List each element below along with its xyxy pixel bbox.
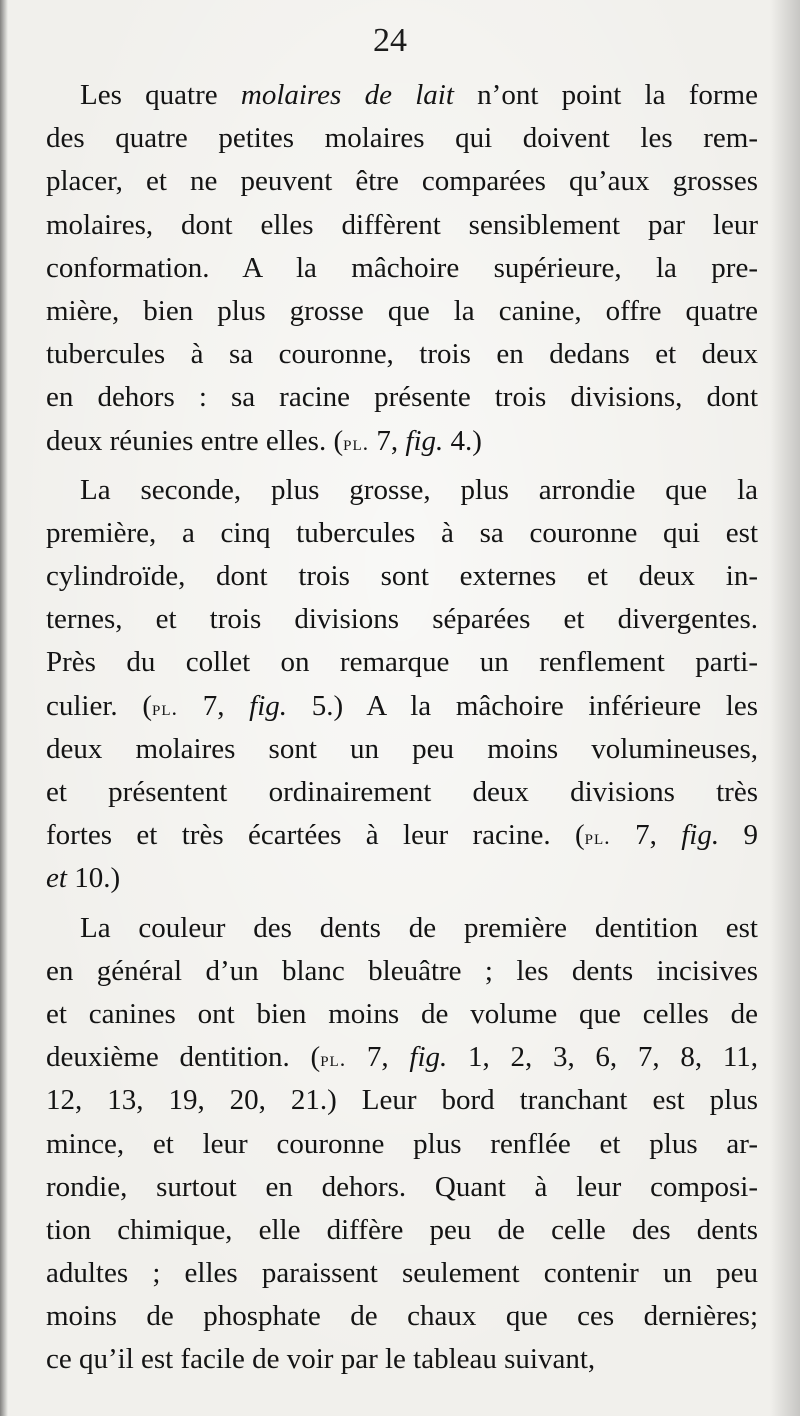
text-run: 5.) A la mâchoire inférieure les: [287, 689, 759, 722]
italic-text: fig.: [681, 819, 720, 852]
italic-text: fig.: [405, 424, 444, 457]
text-line: [46, 950, 758, 993]
text-line: [46, 598, 758, 641]
text-run: Près du collet on remarque un renflement parti-: [46, 646, 758, 679]
text-run: adultes ; elles paraissent seulement contenir un peu: [46, 1257, 758, 1290]
text-run: 1, 2, 3, 6, 7, 8, 11,: [447, 1041, 758, 1074]
text-run: 7,: [178, 689, 250, 722]
text-run: 12, 13, 19, 20, 21.) Leur bord tranchant est plus: [46, 1084, 758, 1117]
paragraph: [46, 74, 758, 463]
text-line: [46, 1123, 758, 1166]
text-run: cylindroïde, dont trois sont externes et deux in-: [46, 560, 758, 593]
text-run: des quatre petites molaires qui doivent les rem-: [46, 122, 758, 155]
text-run: mière, bien plus grosse que la canine, offre quatre: [46, 294, 758, 327]
text-run: culier. (: [46, 689, 153, 722]
text-line: [46, 1209, 758, 1252]
text-run: en général d’un blanc bleuâtre ; les dents incisives: [46, 954, 758, 987]
italic-text: et: [46, 862, 67, 895]
text-run: ce qu’il est facile de voir par le tableau suivant,: [46, 1343, 596, 1376]
text-line: [46, 376, 758, 419]
text-run: 7,: [610, 819, 682, 852]
text-run: et canines ont bien moins de volume que celles de: [46, 997, 758, 1030]
text-line: [46, 1252, 758, 1295]
italic-text: fig.: [249, 689, 288, 722]
paragraph: [46, 907, 758, 1382]
text-line: [46, 1079, 758, 1122]
text-line: [46, 290, 758, 333]
text-line: [46, 420, 758, 463]
body-text: [46, 74, 758, 1382]
text-run: moins de phosphate de chaux que ces dernières;: [46, 1300, 758, 1333]
paragraph: [46, 469, 758, 901]
page-number: 24: [373, 22, 407, 59]
text-line: [46, 814, 758, 857]
text-line: [46, 204, 758, 247]
text-line: [46, 993, 758, 1036]
text-run: molaires, dont elles diffèrent sensiblement par leur: [46, 208, 758, 241]
text-run: La seconde, plus grosse, plus arrondie que la: [80, 473, 758, 506]
text-run: tion chimique, elle diffère peu de celle des dents: [46, 1213, 758, 1246]
text-run: 4.): [443, 424, 482, 457]
text-line: [46, 1295, 758, 1338]
text-run: placer, et ne peuvent être comparées qu’aux grosses: [46, 165, 758, 198]
small-caps-text: pl.: [152, 694, 179, 720]
text-run: et présentent ordinairement deux divisions très: [46, 776, 758, 808]
text-line: [46, 907, 758, 950]
text-run: deuxième dentition. (: [46, 1041, 321, 1074]
text-run: rondie, surtout en dehors. Quant à leur composi-: [46, 1170, 758, 1203]
text-line: [46, 74, 758, 117]
text-run: conformation. A la mâchoire supérieure, la pre-: [46, 251, 758, 284]
text-run: première, a cinq tubercules à sa couronne qui est: [46, 516, 758, 549]
text-line: [46, 160, 758, 203]
text-line: [46, 1036, 758, 1079]
text-line: [46, 469, 758, 512]
text-run: 10.): [66, 862, 121, 895]
text-line: [46, 857, 758, 900]
text-line: [46, 728, 758, 771]
text-line: [46, 555, 758, 598]
text-run: ternes, et trois divisions séparées et divergentes.: [46, 603, 758, 636]
text-line: [46, 247, 758, 290]
text-run: mince, et leur couronne plus renflée et plus ar-: [46, 1127, 758, 1160]
text-line: [46, 771, 758, 814]
text-line: [46, 685, 758, 728]
text-run: deux réunies entre elles. (: [46, 424, 344, 457]
text-run: 9: [719, 819, 759, 852]
text-run: La couleur des dents de première dentition est: [80, 911, 758, 944]
text-run: tubercules à sa couronne, trois en dedans et deux: [46, 338, 758, 371]
text-line: [46, 333, 758, 376]
text-line: [46, 117, 758, 160]
small-caps-text: pl.: [584, 824, 611, 850]
small-caps-text: pl.: [320, 1046, 347, 1072]
text-run: fortes et très écartées à leur racine. (: [46, 819, 585, 852]
text-line: [46, 1338, 758, 1381]
small-caps-text: pl.: [343, 429, 370, 455]
text-run: 7,: [369, 424, 406, 457]
italic-text: fig.: [409, 1041, 448, 1074]
text-run: n’ont point la forme: [453, 79, 758, 111]
text-line: [46, 641, 758, 684]
text-run: en dehors : sa racine présente trois divisions, dont: [46, 381, 758, 414]
text-line: [46, 1166, 758, 1209]
page-left-shadow: [0, 0, 8, 1416]
italic-text: molaires de lait: [240, 79, 454, 111]
page-right-shadow: [770, 0, 800, 1416]
text-run: 7,: [346, 1041, 410, 1074]
text-line: [46, 512, 758, 555]
text-run: Les quatre: [80, 79, 241, 111]
text-run: deux molaires sont un peu moins volumineuses,: [46, 732, 758, 765]
